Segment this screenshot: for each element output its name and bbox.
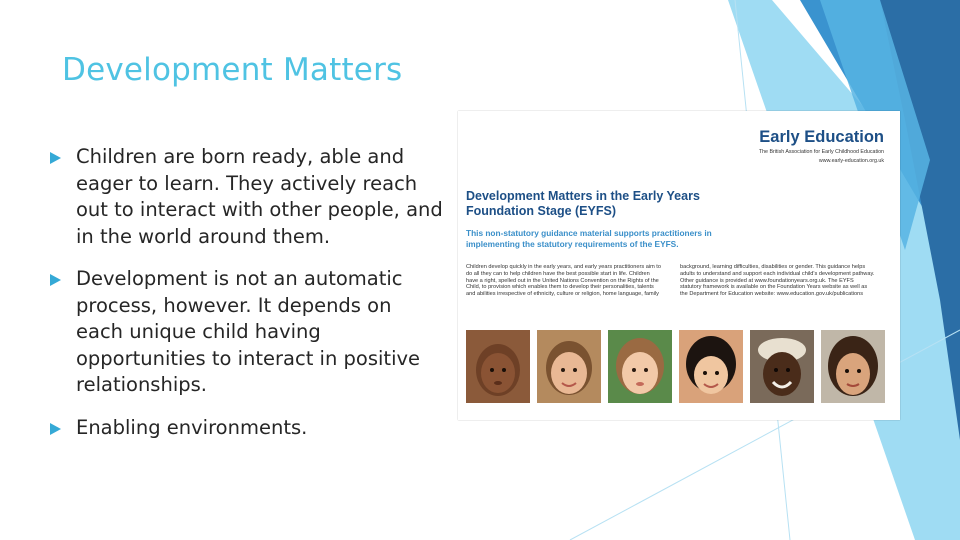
child-photo-2 xyxy=(537,330,601,403)
child-photo-4 xyxy=(679,330,743,403)
poster-heading: Development Matters in the Early Years Foundation Stage (EYFS) xyxy=(466,189,700,218)
bullet-text: Enabling environments. xyxy=(76,415,308,439)
bullet-arrow-icon xyxy=(50,152,61,164)
poster-body-right: background, learning difficulties, disabilities or gender. This guidance helps adults to understand and support each individual child's development pathway. Other guidance is provided at www.foundationyears.org.uk. The EYFS statutory framework is available on the Foundation Years website as well as the Department for Education website: www.education.gov.uk/publications xyxy=(680,264,875,298)
poster-image xyxy=(458,111,900,420)
bullet-item xyxy=(48,415,443,442)
bullet-text: Development is not an automatic process, however. It depends on each unique child having opportunities to interact in positive relationships. xyxy=(76,267,421,396)
bullet-item xyxy=(48,144,443,250)
bullet-arrow-icon xyxy=(50,423,61,435)
poster-lead: This non-statutory guidance material supports practitioners in implementing the statutory requirements of the EYFS. xyxy=(466,228,712,249)
brand-subtitle: The British Association for Early Childhood Education xyxy=(758,149,884,155)
bullet-item xyxy=(48,266,443,399)
brand-website: www.early-education.org.uk xyxy=(818,157,884,164)
bullet-text: Children are born ready, able and eager to learn. They actively reach out to interact with other people, and in the world around them. xyxy=(76,145,443,248)
brand-name: Early Education xyxy=(759,128,884,146)
child-photo-3 xyxy=(608,330,672,403)
child-photo-1 xyxy=(466,330,530,403)
bullet-list xyxy=(48,144,443,441)
early-education-logo xyxy=(754,128,884,164)
child-photo-5 xyxy=(750,330,814,403)
slide-title: Development Matters xyxy=(62,52,403,88)
child-photo-6 xyxy=(821,330,885,403)
poster-body-left: Children develop quickly in the early years, and early years practitioners aim to do all they can to help children have the best possible start in life. Children have a right, spelled out in the United Nations Convention on the Rights of the Child, to provision which enables them to develop their personalities, talents and abilities irrespective of ethnicity, culture or religion, home language, family xyxy=(466,264,661,298)
bullet-arrow-icon xyxy=(50,274,61,286)
